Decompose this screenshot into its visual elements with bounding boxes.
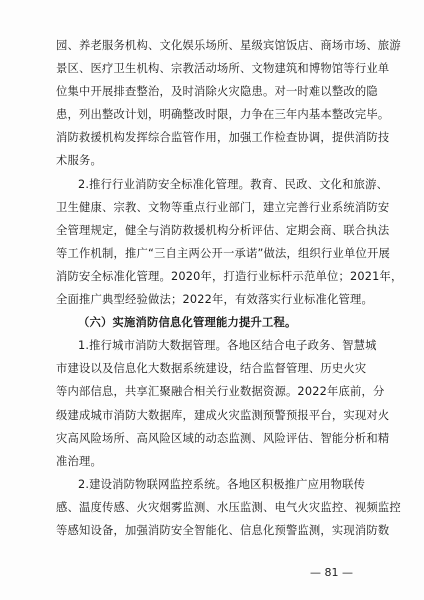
- text-line: 景区、医疗卫生机构、宗教活动场所、文物建筑和博物馆等行业单: [56, 62, 390, 76]
- text-line: 全面推广典型经验做法；2022年，有效落实行业标准化管理。: [56, 293, 373, 307]
- text-line: 市建设以及信息化大数据系统建设，结合监督管理、历史火灾: [56, 362, 367, 376]
- text-line: 2.推行行业消防安全标准化管理。教育、民政、文化和旅游、: [78, 177, 389, 191]
- text-line: 卫生健康、宗教、文物等重点行业部门，建立完善行业系统消防安: [56, 200, 390, 214]
- text-line: 2.建设消防物联网监控系统。各地区积极推广应用物联传: [78, 477, 366, 491]
- text-line: 园、养老服务机构、文化娱乐场所、星级宾馆饭店、商场市场、旅游: [56, 39, 401, 52]
- text-line: 术服务。: [56, 154, 102, 168]
- text-line: 等感知设备，加强消防安全智能化、信息化预警监测，实现消防数: [56, 523, 390, 537]
- text-line: 患，列出整改计划，明确整改时限，力争在三年内基本整改完毕。: [56, 108, 390, 122]
- text-line: 等工作机制，推广“三自主两公开一承诺”做法，组织行业单位开展: [56, 246, 391, 260]
- text-line: 位集中开展排查整治，及时消除火灾隐患。对一时难以整改的隐: [56, 85, 378, 99]
- text-line: 感、温度传感、火灾烟雾监测、水压监测、电气火灾监控、视频监控: [56, 500, 401, 514]
- text-line: 消防救援机构发挥综合监管作用，加强工作检查协调，提供消防技: [56, 131, 390, 145]
- page-number: — 81 —: [310, 566, 353, 579]
- text-line: 等内部信息，共享汇聚融合相关行业数据资源。2022年底前，分: [56, 385, 385, 399]
- body-text: [56, 34, 403, 542]
- text-line: 级建成城市消防大数据库，建成火灾监测预警预报平台，实现对火: [56, 408, 390, 422]
- text-line: 1.推行城市消防大数据管理。各地区结合电子政务、智慧城: [78, 339, 377, 353]
- text-line: 消防安全标准化管理。2020年，打造行业标杆示范单位；2021年，: [56, 269, 403, 283]
- text-line: 全管理规定，健全与消防救援机构分析评估、定期会商、联合执法: [56, 223, 390, 237]
- text-line: 准治理。: [56, 454, 102, 468]
- section-heading: （六）实施消防信息化管理能力提升工程。: [78, 316, 297, 330]
- text-line: 灾高风险场所、高风险区域的动态监测、风险评估、智能分析和精: [56, 431, 390, 445]
